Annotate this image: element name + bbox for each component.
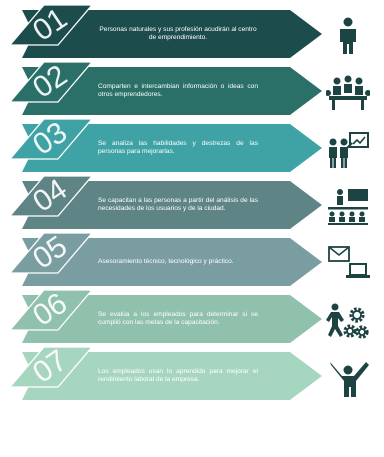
step-text: Asesoramiento técnico, tecnológico y práctico. (98, 257, 234, 265)
step-number: 02 (27, 58, 74, 105)
classroom-icon (326, 187, 370, 227)
step-text: Los empleados usan lo aprendido para mejorar el rendimiento laboral de la empresa. (98, 367, 258, 383)
step-number: 04 (27, 172, 74, 219)
standing-person-icon (326, 16, 370, 56)
step-number: 07 (27, 343, 74, 390)
step-text: Personas naturales y sus profesión acudirán al centro de emprendimiento. (99, 25, 257, 41)
meeting-table-icon (326, 73, 370, 113)
email-laptop-icon (326, 244, 370, 284)
step-number: 05 (27, 229, 74, 276)
step-text: Se capacitan a las personas a partir del análisis de las necesidades de los usuarios y de la ciudad. (98, 196, 258, 212)
step-text: Se evalúa a los empleados para determinar si se cumplió con las metas de la capacitación. (98, 310, 258, 326)
success-person-icon (326, 358, 370, 398)
step-text: Se analiza las habilidades y destrezas de las personas para mejorarlas. (98, 139, 258, 155)
step-number: 01 (27, 1, 74, 48)
presentation-board-icon (326, 130, 370, 170)
step-number: 03 (27, 115, 74, 162)
step-number: 06 (27, 286, 74, 333)
person-gears-icon (326, 301, 370, 341)
step-text: Comparten e intercambian información o ideas con otros emprendedores. (98, 82, 258, 98)
